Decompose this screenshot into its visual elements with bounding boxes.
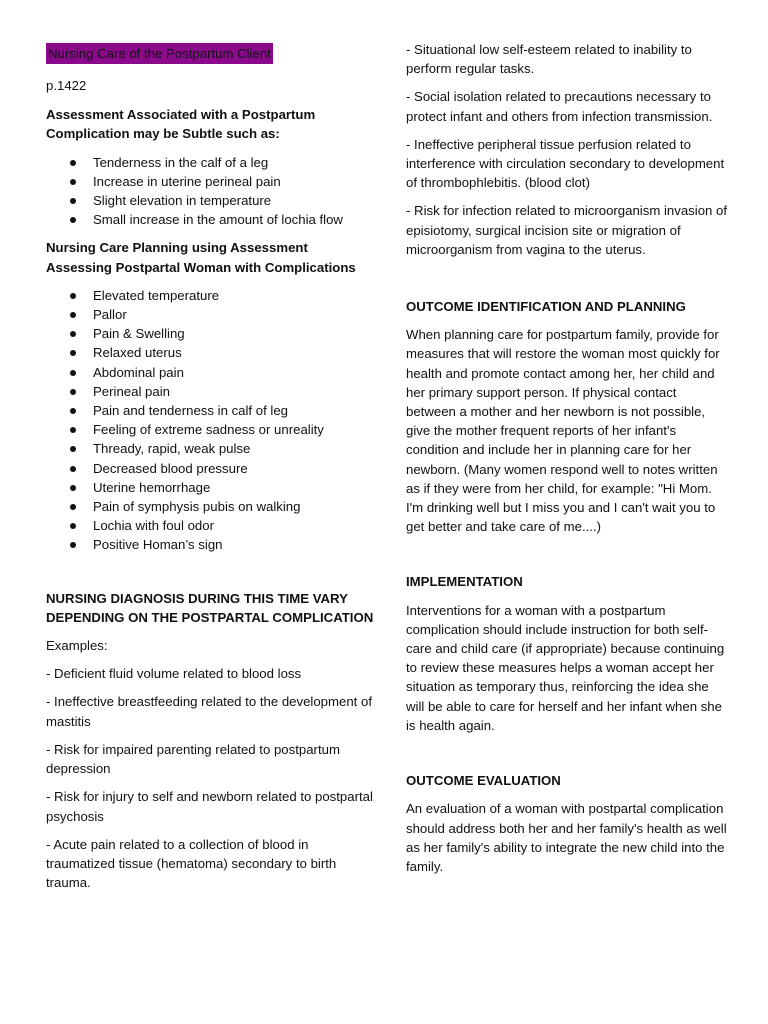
- diagnosis-item: - Risk for injury to self and newborn related to postpartal psychosis: [46, 789, 373, 824]
- list-item-text: Tenderness in the calf of a leg: [93, 154, 269, 170]
- list-item: [46, 343, 376, 362]
- list-item: [46, 324, 376, 343]
- list-item: [46, 439, 376, 458]
- bullet-icon: [70, 427, 76, 433]
- implementation-heading: IMPLEMENTATION: [406, 574, 523, 590]
- diagnosis-item: - Ineffective breastfeeding related to the development of mastitis: [46, 694, 372, 729]
- diagnosis-item: - Risk for infection related to microorganism invasion of episiotomy, surgical incision site or migration of microorganism from vagina to the uterus.: [406, 203, 728, 257]
- planning-heading: Nursing Care Planning using Assessment Assessing Postpartal Woman with Complications: [46, 240, 356, 275]
- list-item-text: Elevated temperature: [93, 287, 220, 303]
- list-item: [46, 210, 376, 229]
- bullet-icon: [70, 370, 76, 376]
- evaluation-text: An evaluation of a woman with postpartal complication should address both her and her family's health as well as her family's ability to integrate the new child into the family.: [406, 801, 727, 874]
- implementation-text: Interventions for a woman with a postpartum complication should include instruction for both self-care and child care (if appropriate) because continuing to review these measures helps a woman accept her situation as temporary thus, reinforcing the idea she will be able to care for herself and her infant when she is health again.: [406, 602, 725, 733]
- diagnosis-item: - Deficient fluid volume related to blood loss: [46, 666, 302, 682]
- list-item: [46, 172, 376, 191]
- bullet-icon: [70, 389, 76, 395]
- list-item-text: Positive Homan’s sign: [93, 537, 223, 553]
- list-item-text: Slight elevation in temperature: [93, 193, 272, 209]
- list-item-text: Lochia with foul odor: [93, 518, 214, 534]
- bullet-icon: [70, 466, 76, 472]
- outcome-text: When planning care for postpartum family, provide for measures that will restore the woman most quickly for health and promote contact among her, her child and her primary support person. If physical contact between a mother and her newborn is not possible, give the mother frequent reports of her infant's condition and include her in planning care for her newborn. (Many women respond well to notes written as if they were from her child, for example: "Hi Mom. I'm drinking well but I miss you and I can't wait you to get better and take care of me....): [406, 327, 720, 535]
- list-item: [46, 153, 376, 172]
- bullet-icon: [70, 331, 76, 337]
- list-item: [46, 459, 376, 478]
- planning-list: [46, 286, 376, 555]
- diagnosis-heading: NURSING DIAGNOSIS DURING THIS TIME VARY DEPENDING ON THE POSTPARTAL COMPLICATION: [46, 590, 374, 625]
- bullet-icon: [70, 523, 76, 529]
- list-item: [46, 191, 376, 210]
- bullet-icon: [70, 542, 76, 548]
- bullet-icon: [70, 446, 76, 452]
- list-item: [46, 286, 376, 305]
- document-title: Nursing Care of the Postpartum Client: [46, 43, 273, 64]
- diagnosis-item: - Situational low self-esteem related to inability to perform regular tasks.: [406, 42, 692, 77]
- bullet-icon: [70, 293, 76, 299]
- list-item-text: Abdominal pain: [93, 364, 184, 380]
- bullet-icon: [70, 504, 76, 510]
- page-reference: p.1422: [46, 78, 87, 93]
- list-item: [46, 363, 376, 382]
- diagnosis-item: - Acute pain related to a collection of blood in traumatized tissue (hematoma) secondary to birth trauma.: [46, 836, 337, 891]
- diagnosis-item: - Risk for impaired parenting related to postpartum depression: [46, 741, 340, 777]
- evaluation-heading: OUTCOME EVALUATION: [406, 773, 561, 789]
- list-item-text: Pain & Swelling: [93, 326, 185, 342]
- list-item-text: Pain of symphysis pubis on walking: [93, 499, 301, 515]
- bullet-icon: [70, 350, 76, 356]
- bullet-icon: [70, 217, 76, 223]
- list-item-text: Relaxed uterus: [93, 345, 182, 361]
- outcome-heading: OUTCOME IDENTIFICATION AND PLANNING: [406, 299, 686, 315]
- list-item-text: Increase in uterine perineal pain: [93, 173, 281, 189]
- bullet-icon: [70, 485, 76, 491]
- diagnosis-item: - Ineffective peripheral tissue perfusion related to interference with circulation secondary to development of thrombophlebitis. (blood clot): [406, 136, 725, 191]
- right-column: [406, 40, 728, 885]
- examples-label: Examples:: [46, 638, 108, 654]
- list-item: [46, 401, 376, 420]
- list-item: [46, 497, 376, 516]
- list-item-text: Decreased blood pressure: [93, 460, 248, 476]
- list-item: [46, 382, 376, 401]
- list-item-text: Pain and tenderness in calf of leg: [93, 403, 289, 419]
- list-item-text: Pallor: [93, 307, 127, 323]
- diagnosis-item: - Social isolation related to precautions necessary to protect infant and others from infection transmission.: [406, 89, 713, 124]
- list-item-text: Feeling of extreme sadness or unreality: [93, 422, 324, 438]
- assessment-list: [46, 153, 376, 230]
- list-item-text: Perineal pain: [93, 383, 170, 399]
- list-item-text: Thready, rapid, weak pulse: [93, 441, 251, 457]
- list-item: [46, 516, 376, 535]
- bullet-icon: [70, 312, 76, 318]
- list-item: [46, 305, 376, 324]
- list-item: [46, 420, 376, 439]
- left-column: [46, 40, 376, 901]
- bullet-icon: [70, 408, 76, 414]
- list-item: [46, 478, 376, 497]
- list-item-text: Uterine hemorrhage: [93, 479, 211, 495]
- bullet-icon: [70, 160, 76, 166]
- list-item-text: Small increase in the amount of lochia flow: [93, 212, 343, 228]
- list-item: [46, 535, 376, 554]
- assessment-heading: Assessment Associated with a Postpartum Complication may be Subtle such as:: [46, 107, 316, 142]
- bullet-icon: [70, 198, 76, 204]
- bullet-icon: [70, 179, 76, 185]
